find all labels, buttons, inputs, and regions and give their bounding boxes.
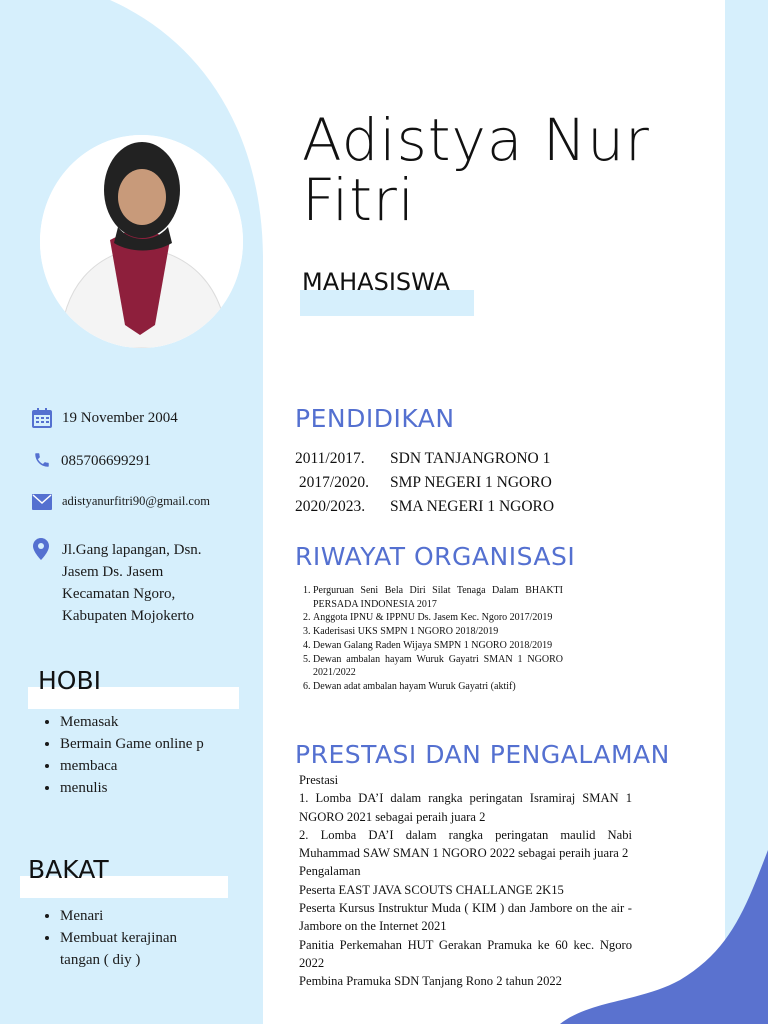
address-line: Kecamatan Ngoro, bbox=[62, 586, 176, 602]
prestasi-line: Pengalaman bbox=[299, 864, 361, 879]
prestasi-line: 1. Lomba DA’I dalam rangka peringatan Isramiraj SMAN 1 NGORO 2021 sebagai peraih juara 2 bbox=[299, 791, 632, 824]
profile-photo bbox=[40, 135, 243, 348]
education-years: 2011/2017. bbox=[295, 450, 365, 467]
education-years: 2020/2023. bbox=[295, 498, 366, 515]
phone-number: 085706699291 bbox=[61, 453, 151, 469]
organisasi-heading: RIWAYAT ORGANISASI bbox=[295, 542, 576, 571]
list-item: • Membuat kerajinan bbox=[60, 927, 260, 949]
list-item: 4. Dewan Galang Raden Wijaya SMPN 1 NGORO 2018/2019 bbox=[313, 639, 563, 653]
email-icon bbox=[32, 494, 52, 510]
list-item: 6. Dewan adat ambalan hayam Wuruk Gayatri (aktif) bbox=[313, 680, 563, 694]
list-item: • Menari bbox=[60, 905, 260, 927]
email-address: adistyanurfitri90@gmail.com bbox=[62, 494, 210, 508]
calendar-icon bbox=[32, 408, 52, 428]
pendidikan-list bbox=[295, 447, 715, 519]
list-item: 1. Perguruan Seni Bela Diri Silat Tenaga Dalam BHAKTI PERSADA INDONESIA 2017 bbox=[313, 584, 563, 611]
prestasi-line: Peserta Kursus Instruktur Muda ( KIM ) dan Jambore on the air - Jambore on the Internet 2021 bbox=[299, 901, 632, 934]
prestasi-heading: PRESTASI DAN PENGALAMAN bbox=[295, 740, 670, 769]
list-item: 3. Kaderisasi UKS SMPN 1 NGORO 2018/2019 bbox=[313, 625, 563, 639]
list-item: 5. Dewan ambalan hayam Wuruk Gayatri SMAN 1 NGORO 2021/2022 bbox=[313, 653, 563, 680]
location-icon bbox=[33, 538, 49, 560]
prestasi-line: Panitia Perkemahan HUT Gerakan Pramuka ke 60 kec. Ngoro 2022 bbox=[299, 937, 632, 970]
list-item: • Bermain Game online p bbox=[60, 733, 270, 755]
list-item: tangan ( diy ) bbox=[60, 952, 141, 968]
prestasi-content bbox=[299, 771, 632, 991]
address-line: Jl.Gang lapangan, Dsn. bbox=[62, 542, 202, 558]
bakat-list bbox=[38, 905, 260, 971]
bakat-heading: BAKAT bbox=[28, 855, 109, 884]
prestasi-line: Peserta EAST JAVA SCOUTS CHALLANGE 2K15 bbox=[299, 882, 564, 897]
pendidikan-heading: PENDIDIKAN bbox=[295, 404, 455, 433]
role-title: MAHASISWA bbox=[302, 268, 450, 296]
education-row bbox=[295, 471, 715, 495]
list-item: 2. Anggota IPNU & IPPNU Ds. Jasem Kec. Ngoro 2017/2019 bbox=[313, 611, 563, 625]
hobi-list bbox=[38, 711, 270, 799]
list-item: • Memasak bbox=[60, 711, 270, 733]
name-line-2: Fitri bbox=[302, 166, 415, 234]
education-school: SMP NEGERI 1 NGORO bbox=[390, 474, 552, 491]
education-row bbox=[295, 447, 715, 471]
organisasi-list bbox=[297, 584, 563, 694]
birthdate: 19 November 2004 bbox=[62, 410, 178, 426]
education-school: SMA NEGERI 1 NGORO bbox=[390, 498, 555, 515]
prestasi-line: Pembina Pramuka SDN Tanjang Rono 2 tahun 2022 bbox=[299, 974, 562, 989]
hobi-heading: HOBI bbox=[38, 666, 102, 695]
education-years: 2017/2020. bbox=[295, 474, 370, 491]
list-item: • membaca bbox=[60, 755, 270, 777]
phone-icon bbox=[33, 451, 51, 469]
address bbox=[62, 539, 202, 627]
address-line: Kabupaten Mojokerto bbox=[62, 608, 195, 624]
prestasi-line: Prestasi bbox=[299, 773, 339, 787]
education-row bbox=[295, 495, 715, 519]
address-line: Jasem Ds. Jasem bbox=[62, 564, 164, 580]
prestasi-line: 2. Lomba DA’I dalam rangka peringatan maulid Nabi Muhammad SAW SMAN 1 NGORO 2022 sebagai peraih juara 2 bbox=[299, 827, 632, 861]
name-line-1: Adistya Nur bbox=[302, 106, 650, 174]
list-item: • menulis bbox=[60, 777, 270, 799]
education-school: SDN TANJANGRONO 1 bbox=[390, 450, 551, 467]
